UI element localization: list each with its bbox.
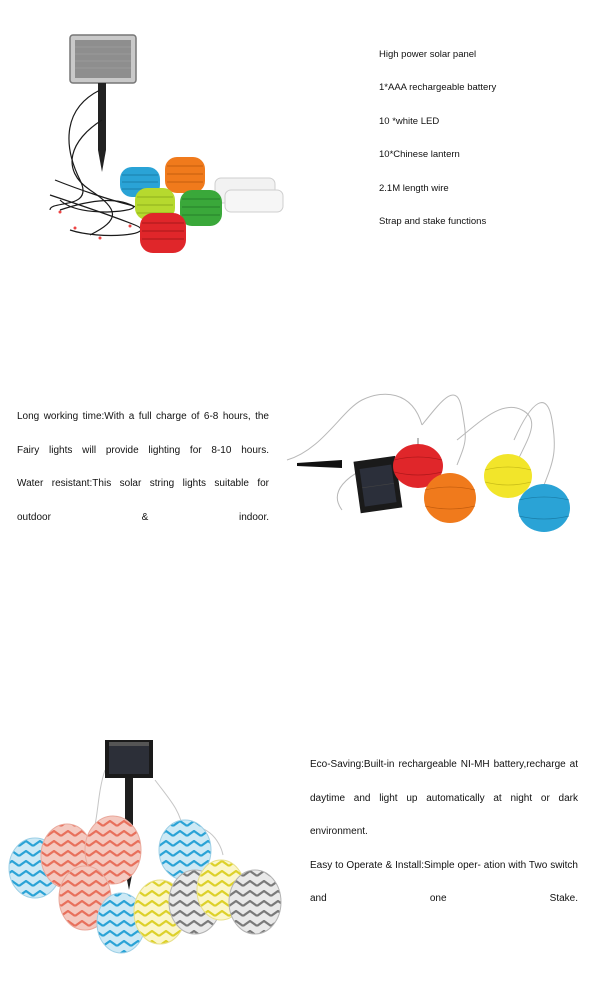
easy-install-paragraph: Easy to Operate & Install:Simple oper- ation with Two switch and one Stake. (310, 859, 578, 904)
lantern-yellow (484, 454, 532, 498)
feature-item: 10*Chinese lantern (379, 149, 460, 161)
working-time-text (17, 400, 269, 534)
feature-item: 10 *white LED (379, 115, 440, 127)
lantern-stack-orange (165, 157, 205, 193)
lantern-orange (424, 473, 476, 523)
chevron-lanterns-photo (5, 740, 290, 985)
working-time-paragraph: Long working time:With a full charge of 6-8 hours, the Fairy lights will provide lighting for 8-10 hours. (17, 411, 269, 456)
feature-item: 2.1M length wire (379, 182, 449, 194)
eco-saving-paragraph: Eco-Saving:Built-in rechargeable NI-MH battery,recharge at daytime and light up automatically at night or dark environment. (310, 759, 578, 837)
section-package-contents (0, 0, 600, 330)
lantern-blue (518, 484, 570, 532)
lantern-stack-white (215, 178, 283, 212)
lantern-stack-green (180, 190, 222, 226)
eco-saving-text (310, 748, 578, 916)
section-eco-saving (0, 660, 600, 1000)
feature-item: 1*AAA rechargeable battery (379, 82, 497, 94)
feature-item: Strap and stake functions (379, 215, 487, 227)
feature-list (379, 48, 496, 248)
feature-item: High power solar panel (379, 49, 477, 60)
lit-lanterns-photo (282, 380, 582, 540)
lantern-stack-red (140, 213, 186, 253)
product-kit-photo (40, 30, 295, 255)
water-resistant-paragraph: Water resistant:This solar string lights suitable for outdoor & indoor. (17, 478, 269, 523)
section-working-time (0, 330, 600, 660)
lantern-grey-chevron (229, 870, 281, 934)
